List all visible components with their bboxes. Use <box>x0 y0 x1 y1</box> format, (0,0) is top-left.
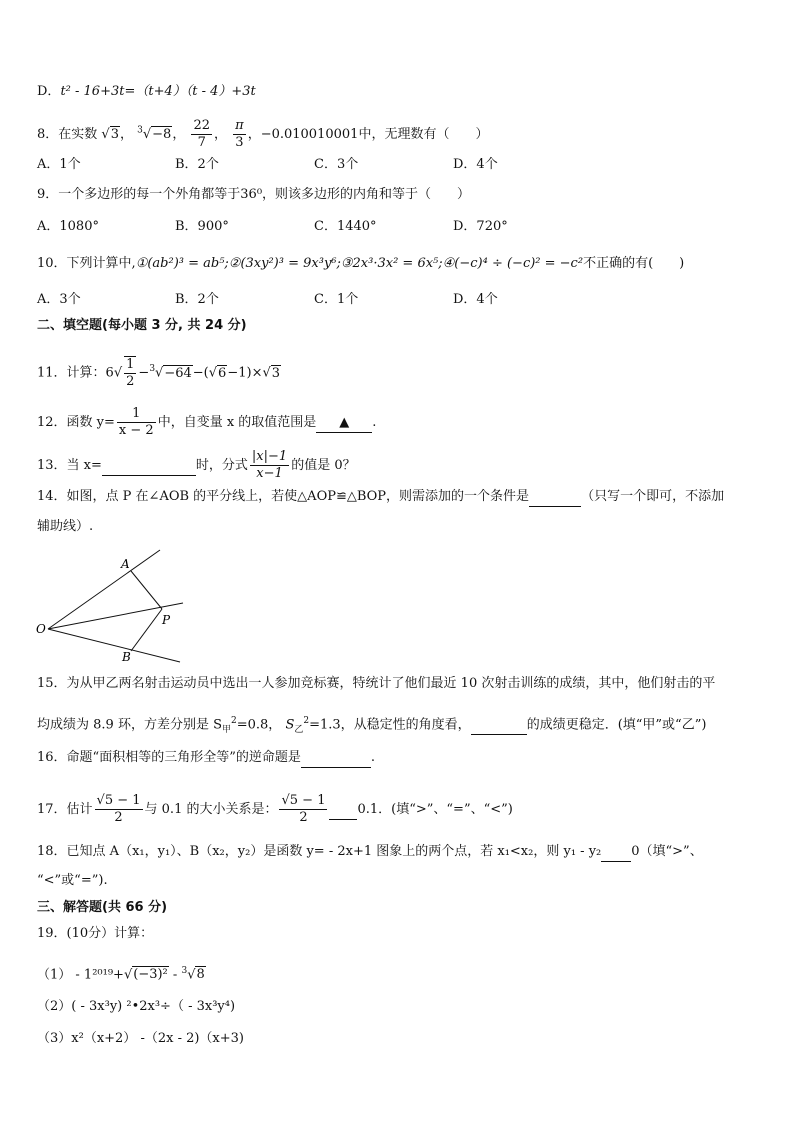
q18-line1 <box>37 843 703 862</box>
q12-den: x − 2 <box>118 423 154 438</box>
q19-p1-pre: （1） - 1²⁰¹⁹+ <box>37 967 124 983</box>
q17-fraction-1 <box>95 793 143 826</box>
q11-stem: 11．计算：6√ $\frac{1}{2}$ −$^3$√−64−(√6−1)×√3 <box>37 357 281 389</box>
q12-num: 1 <box>117 406 156 423</box>
q9-option-d: D．720° <box>453 219 508 234</box>
q19-p1-mid: - <box>168 967 182 983</box>
q15-answer-blank[interactable] <box>471 716 527 735</box>
q19-part3: （3）x²（x+2） -（2x - 2)（x+3) <box>37 1031 245 1046</box>
q19-p1-cbrt-value: 8 <box>196 967 205 983</box>
q10-option-b: B．2个 <box>175 292 219 307</box>
q17-mid: 与 0.1 的大小关系是： <box>144 802 278 817</box>
q15-val-b: =1.3，从稳定性的角度看， <box>309 717 471 733</box>
q8-pi-num: π <box>235 118 244 133</box>
q14-line1-text: 14．如图，点 P 在∠AOB 的平分线上，若使△AOP≌△BOP，则需添加的一个条件是 <box>37 489 530 504</box>
q8-option-d: D．4个 <box>453 157 498 172</box>
q9-option-c: C．1440° <box>314 219 377 234</box>
q19-p1-radicand: (−3)² <box>133 967 168 983</box>
q17-num-1: √5 − 1 <box>96 793 141 808</box>
q8-frac-den: 7 <box>197 135 206 150</box>
q18-line1-tail: 0（填“>”、 <box>631 844 703 859</box>
q13-post: 的值是 0？ <box>291 458 356 473</box>
q9-stem: 9．一个多边形的每一个外角都等于36⁰，则该多边形的内角和等于（ ） <box>37 187 471 202</box>
q11-coef: 6 <box>105 365 114 381</box>
q12-pre: 12．函数 y= <box>37 415 115 430</box>
q10-stem-post: 不正确的有( ) <box>583 256 685 271</box>
q15-line1: 15．为从甲乙两名射击运动员中选出一人参加竞标赛，特统计了他们最近 10 次射击训练的成绩，其中，他们射击的平 <box>37 676 716 691</box>
q11-half-num: 1 <box>126 357 135 372</box>
q9-option-a: A．1080° <box>37 219 99 234</box>
q17-pre: 17．估计 <box>37 802 93 817</box>
q14-line2: 辅助线）. <box>37 519 94 534</box>
q10-option-a: A．3个 <box>37 292 81 307</box>
q10-expressions: ①(ab²)³ = ab⁵;②(3xy²)³ = 9x³y⁶;③2x³·3x² = 6x⁵;④(−c)⁴ ÷ (−c)² = −c² <box>135 256 584 271</box>
section-2-title: 二、填空题(每小题 3 分, 共 24 分) <box>37 318 247 333</box>
q12-end: . <box>372 415 377 430</box>
q12-fraction <box>117 406 156 439</box>
q12-post: 中，自变量 x 的取值范围是 <box>157 415 317 430</box>
ray-oa <box>48 550 160 629</box>
q17-fraction-2 <box>279 793 327 826</box>
q8-pi-fraction <box>233 118 246 151</box>
q11-tail-mid: −1)× <box>227 365 263 381</box>
q11-cbrt-value: −64 <box>164 365 192 381</box>
q8-cbrt-value: −8 <box>152 127 172 142</box>
q17-den-1: 2 <box>114 810 123 825</box>
label-a: A <box>121 557 130 571</box>
label-p: P <box>162 613 171 627</box>
q13-mid: 时，分式 <box>195 458 248 473</box>
q7-d-label: D． <box>37 84 61 99</box>
q13-stem <box>37 449 356 482</box>
q8-option-b: B．2个 <box>175 157 219 172</box>
q19-part2: （2）( - 3x³y) ²•2x³÷（ - 3x³y⁴) <box>37 999 236 1014</box>
q8-sqrt3: 3 <box>110 127 119 142</box>
q11-sqrt3: 3 <box>271 365 281 381</box>
q16-answer-blank[interactable] <box>301 749 371 768</box>
q8-stem-post: ，−0.010010001中，无理数有（ ） <box>247 127 489 142</box>
q17-answer-blank[interactable] <box>329 801 357 820</box>
q10-option-d: D．4个 <box>453 292 498 307</box>
q7-d-text: t² - 16+3t=（t+4）（t - 4）+3t <box>60 84 256 99</box>
q17-num-2: √5 − 1 <box>281 793 326 808</box>
q8-stem-pre: 8．在实数 <box>37 127 98 142</box>
label-b: B <box>122 650 131 664</box>
q10-option-c: C．1个 <box>314 292 359 307</box>
q11-sqrt6: 6 <box>218 365 227 381</box>
q12-stem <box>37 406 376 439</box>
q9-option-b: B．900° <box>175 219 229 234</box>
q18-answer-blank[interactable] <box>601 843 631 862</box>
q16-pre: 16．命题“面积相等的三角形全等”的逆命题是 <box>37 750 301 765</box>
q15-line2-pre: 均成绩为 8.9 环，方差分别是 S <box>37 717 222 733</box>
q16-end: . <box>370 750 375 765</box>
q11-cbrt-index: 3 <box>149 364 156 375</box>
section-3-title: 三、解答题(共 66 分) <box>37 900 168 915</box>
q19-title: 19．(10分）计算： <box>37 926 154 941</box>
q12-answer-marker: ▲ <box>339 415 350 430</box>
q15-val-a: =0.8， <box>236 717 282 733</box>
q8-cbrt-index: 3 <box>137 125 143 136</box>
q14-line1 <box>37 488 724 507</box>
label-o: O <box>36 622 46 636</box>
q8-option-a: A．1个 <box>37 157 81 172</box>
q11-half-den: 2 <box>126 374 135 389</box>
ray-ob <box>48 629 180 662</box>
q15-sub-a: 甲 <box>221 724 231 735</box>
segment-bp <box>131 609 162 651</box>
q17-post: 0.1．(填“>”、“=”、“<”) <box>357 802 513 817</box>
q13-answer-blank[interactable] <box>102 457 196 476</box>
q11-tail-open: −( <box>192 365 209 381</box>
q19-part1: （1） - 1²⁰¹⁹+√(−3)² - $^3$√8 <box>37 966 205 983</box>
q15-line2: 均成绩为 8.9 环，方差分别是 $S_甲^2=0.8$， $S_乙^2=1.3$，从稳定性的角度看， 的成绩更稳定．(填“甲”或“乙”) <box>37 716 707 735</box>
q14-figure <box>30 545 200 670</box>
q8-stem: 8．在实数 √3， $^3$√−8， $\frac{22}{7}$ ， $\frac{\pi}{3}$ ，−0.010010001中，无理数有（ ） <box>37 118 489 150</box>
q13-num: |x|−1 <box>251 449 288 464</box>
q18-line1-text: 18．已知点 A（x₁，y₁）、B（x₂，y₂）是函数 y= - 2x+1 图象上的两个点，若 x₁<x₂，则 y₁ - y₂ <box>37 844 602 859</box>
q14-answer-blank[interactable] <box>529 488 581 507</box>
q11-half <box>124 356 136 390</box>
q7-option-d <box>37 83 256 101</box>
q13-fraction <box>250 449 289 482</box>
q13-pre: 13．当 x= <box>37 458 102 473</box>
q18-line2: “<”或“=”). <box>37 873 108 888</box>
q15-s-b: S <box>285 717 295 733</box>
q10-stem-pre: 10．下列计算中, <box>37 256 136 271</box>
q12-answer-blank[interactable] <box>316 414 372 433</box>
segment-ap <box>131 571 162 609</box>
q16-stem <box>37 749 375 768</box>
q15-sub-b: 乙 <box>294 724 304 735</box>
q19-p1-cbrt-index: 3 <box>181 966 188 976</box>
q14-line1-tail: （只写一个即可，不添加 <box>581 489 725 504</box>
q17-den-2: 2 <box>299 810 308 825</box>
q13-den: x−1 <box>256 466 283 481</box>
q11-label: 11．计算： <box>37 365 106 381</box>
q17-stem <box>37 793 513 826</box>
q8-pi-den: 3 <box>235 135 244 150</box>
q11-minus: − <box>138 365 150 381</box>
q8-fraction <box>191 118 212 151</box>
q8-option-c: C．3个 <box>314 157 359 172</box>
q15-line2-post: 的成绩更稳定．(填“甲”或“乙”) <box>526 717 707 733</box>
q10-stem <box>37 255 684 273</box>
q8-frac-num: 22 <box>193 118 211 133</box>
